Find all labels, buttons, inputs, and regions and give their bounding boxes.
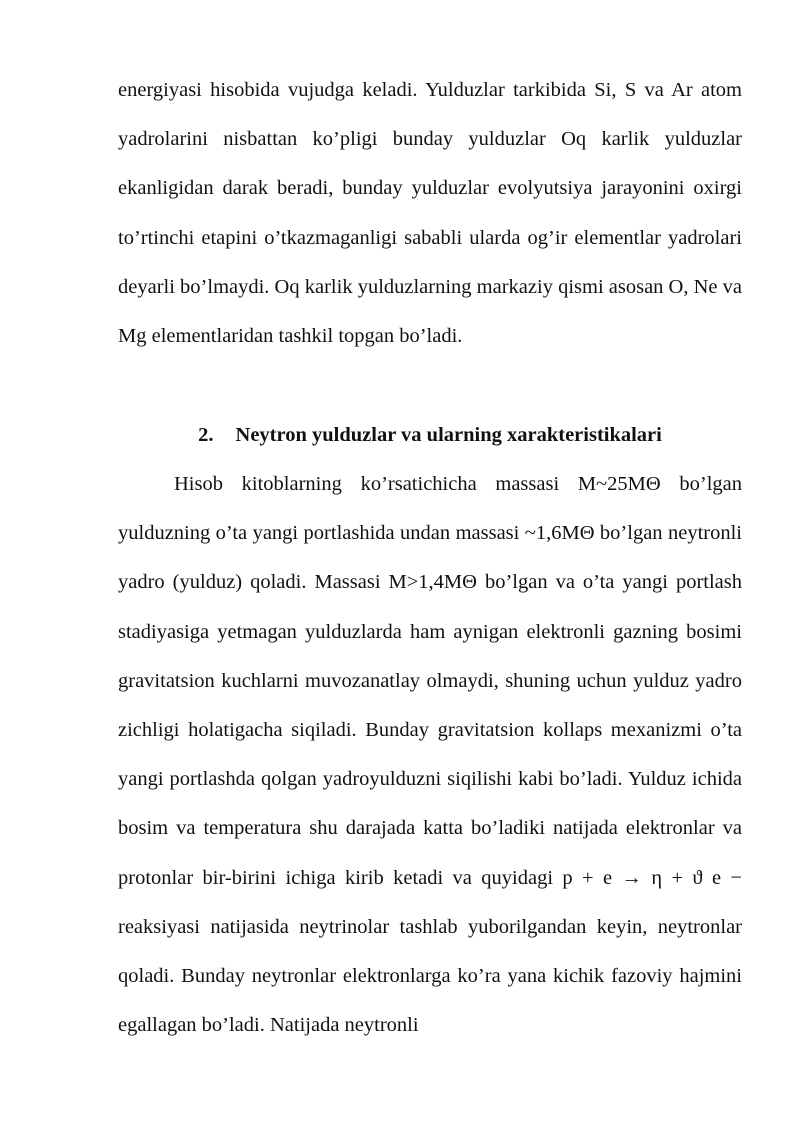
paragraph-intro: energiyasi hisobida vujudga keladi. Yulduzlar tarkibida Si, S va Ar atom yadrolarini nisbattan ko’pligi bunday yulduzlar Oq karlik yulduzlar ekanligidan darak beradi, bunday yulduzlar evolyutsiya jarayonini oxirgi to’rtinchi etapini o’tkazmaganligi sababli ularda og’ir elementlar yadrolari deyarli bo’lmaydi. Oq karlik yulduzlarning markaziy qismi asosan O, Ne va Mg elementlaridan tashkil topgan bo’ladi. bbox=[118, 79, 742, 348]
section-heading bbox=[118, 421, 742, 449]
paragraph-body: Hisob kitoblarning ko’rsatichicha massasi M~25MΘ bo’lgan yulduzning o’ta yangi portlashida undan massasi ~1,6MΘ bo’lgan neytronli yadro (yulduz) qoladi. Massasi M>1,4MΘ bo’lgan va o’ta yangi portlash stadiyasiga yetmagan yulduzlarda ham aynigan elektronli gazning bosimi gravitatsion kuchlarni muvozanatlay olmaydi, shuning uchun yulduz yadro zichligi holatigacha siqiladi. Bunday gravitatsion kollaps mexanizmi o’ta yangi portlashda qolgan yadroyulduzni siqilishi kabi bo’ladi. Yulduz ichida bosim va temperatura shu darajada katta bo’ladiki natijada elektronlar va protonlar bir-birini ichiga kirib ketadi va quyidagi p + e → η + ϑ e − reaksiyasi natijasida neytrinolar tashlab yuborilgandan keyin, neytronlar qoladi. Bunday neytronlar elektronlarga ko’ra yana kichik fazoviy hajmini egallagan bo’ladi. Natijada neytronli bbox=[118, 473, 742, 1037]
section-title: Neytron yulduzlar va ularning xarakteristikalari bbox=[235, 424, 662, 446]
section-number: 2. bbox=[198, 424, 214, 446]
